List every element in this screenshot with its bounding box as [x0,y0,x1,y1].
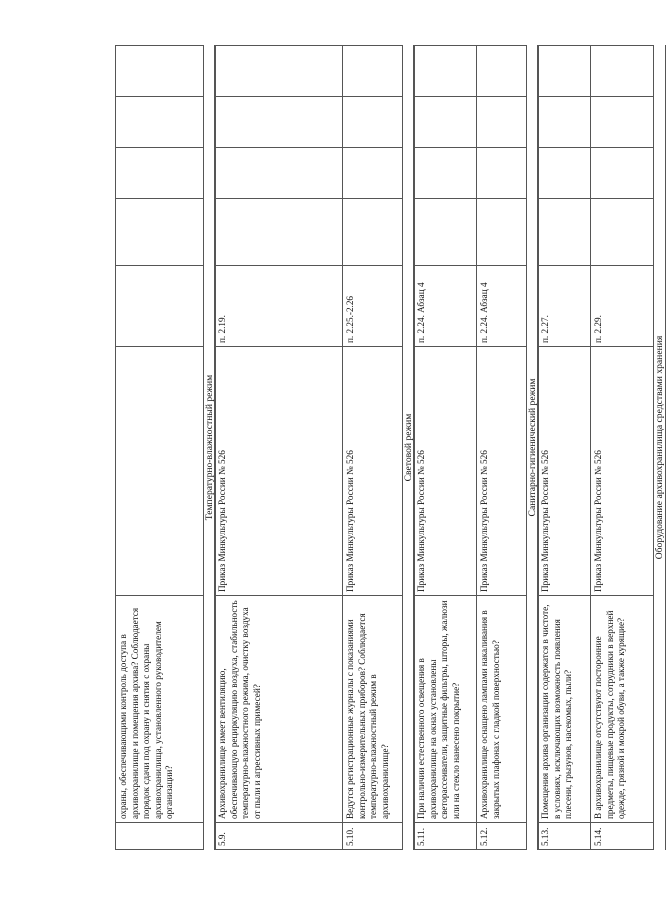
cell-empty [414,148,477,199]
cell-empty [215,97,343,148]
cell-document: Приказ Минкультуры России № 526 [538,347,591,596]
cell-empty [591,148,654,199]
table-row [476,45,527,850]
section-header-sanitary: Санитарно-гигиенический режим [526,45,539,850]
table-row [342,45,403,850]
cell-empty [116,46,204,97]
cell-number: 5.9. [215,823,343,850]
section-header-temperature: Температурно-влажностный режим [203,45,216,850]
cell-empty [477,97,527,148]
cell-document [116,347,204,596]
cell-document: Приказ Минкультуры России № 526 [215,347,343,596]
cell-empty [591,46,654,97]
cell-empty [414,97,477,148]
table-row-continuation [115,45,204,850]
cell-empty [538,97,591,148]
cell-question: Архивохранилище имеет вентиляцию, обеспечивающую рециркуляцию воздуха, стабильность температурно-влажностного режима, очистку воздуха от пыли и агрессивных примесей? [215,596,343,823]
cell-clause: п. 2.25.-2.26 [343,266,403,347]
table-row [413,45,477,850]
cell-question: В архивохранилище отсутствуют посторонние предметы, пищевые продукты, сотрудники в верхней одежде, грязной и мокрой обуви, а также курящие? [591,596,654,823]
cell-clause: п. 2.24. Абзац 4 [414,266,477,347]
cell-question: При наличии естественного освещения в архивохранилище на окнах установлены светорассеиватели, защитные фильтры, шторы, жалюзи или на стекло нанесено покрытие? [414,596,477,823]
cell-number: 5.14. [591,823,654,850]
cell-clause [116,266,204,347]
cell-empty [477,46,527,97]
cell-empty [215,148,343,199]
cell-empty [343,148,403,199]
cell-clause: п. 2.29. [591,266,654,347]
cell-empty [414,199,477,266]
table-row [214,45,343,850]
cell-empty [538,148,591,199]
table-row [590,45,654,850]
table-row [537,45,591,850]
cell-question: Помещения архива организации содержатся в чистоте, в условиях, исключающих возможность появления плесени, грызунов, насекомых, пыли? [538,596,591,823]
cell-clause: п. 2.19. [215,266,343,347]
cell-empty [343,199,403,266]
cell-clause: п. 2.27. [538,266,591,347]
cell-empty [116,148,204,199]
cell-document: Приказ Минкультуры России № 526 [591,347,654,596]
cell-number: 5.11. [414,823,477,850]
cell-question: охраны, обеспечивающими контроль доступа в архивохранилище и помещения архива? Соблюдается порядок сдачи под охрану и снятия с охраны архивохранилища, установленного руководителем организации? [116,596,204,823]
cell-document: Приказ Минкультуры России № 526 [343,347,403,596]
cell-number [116,823,204,850]
cell-empty [538,46,591,97]
rotated-document-page [115,45,665,850]
section-header-equipment: Оборудование архивохранилища средствами хранения [653,45,666,850]
cell-empty [343,97,403,148]
cell-empty [477,148,527,199]
cell-number: 5.12. [477,823,527,850]
cell-clause: п. 2.24. Абзац 4 [477,266,527,347]
cell-empty [116,97,204,148]
cell-number: 5.13. [538,823,591,850]
cell-empty [215,199,343,266]
cell-empty [215,46,343,97]
cell-number: 5.10. [343,823,403,850]
cell-empty [343,46,403,97]
cell-question: Архивохранилище оснащено лампами накаливания в закрытых плафонах с гладкой поверхностью? [477,596,527,823]
cell-empty [591,199,654,266]
cell-empty [414,46,477,97]
cell-empty [538,199,591,266]
cell-empty [477,199,527,266]
cell-empty [591,97,654,148]
cell-empty [116,199,204,266]
cell-question: Ведутся регистрационные журналы с показаниями контрольно-измерительных приборов? Соблюдается температурно-влажностный режим в архивохранилище? [343,596,403,823]
section-header-light: Световой режим [402,45,415,850]
cell-document: Приказ Минкультуры России № 526 [477,347,527,596]
cell-document: Приказ Минкультуры России № 526 [414,347,477,596]
